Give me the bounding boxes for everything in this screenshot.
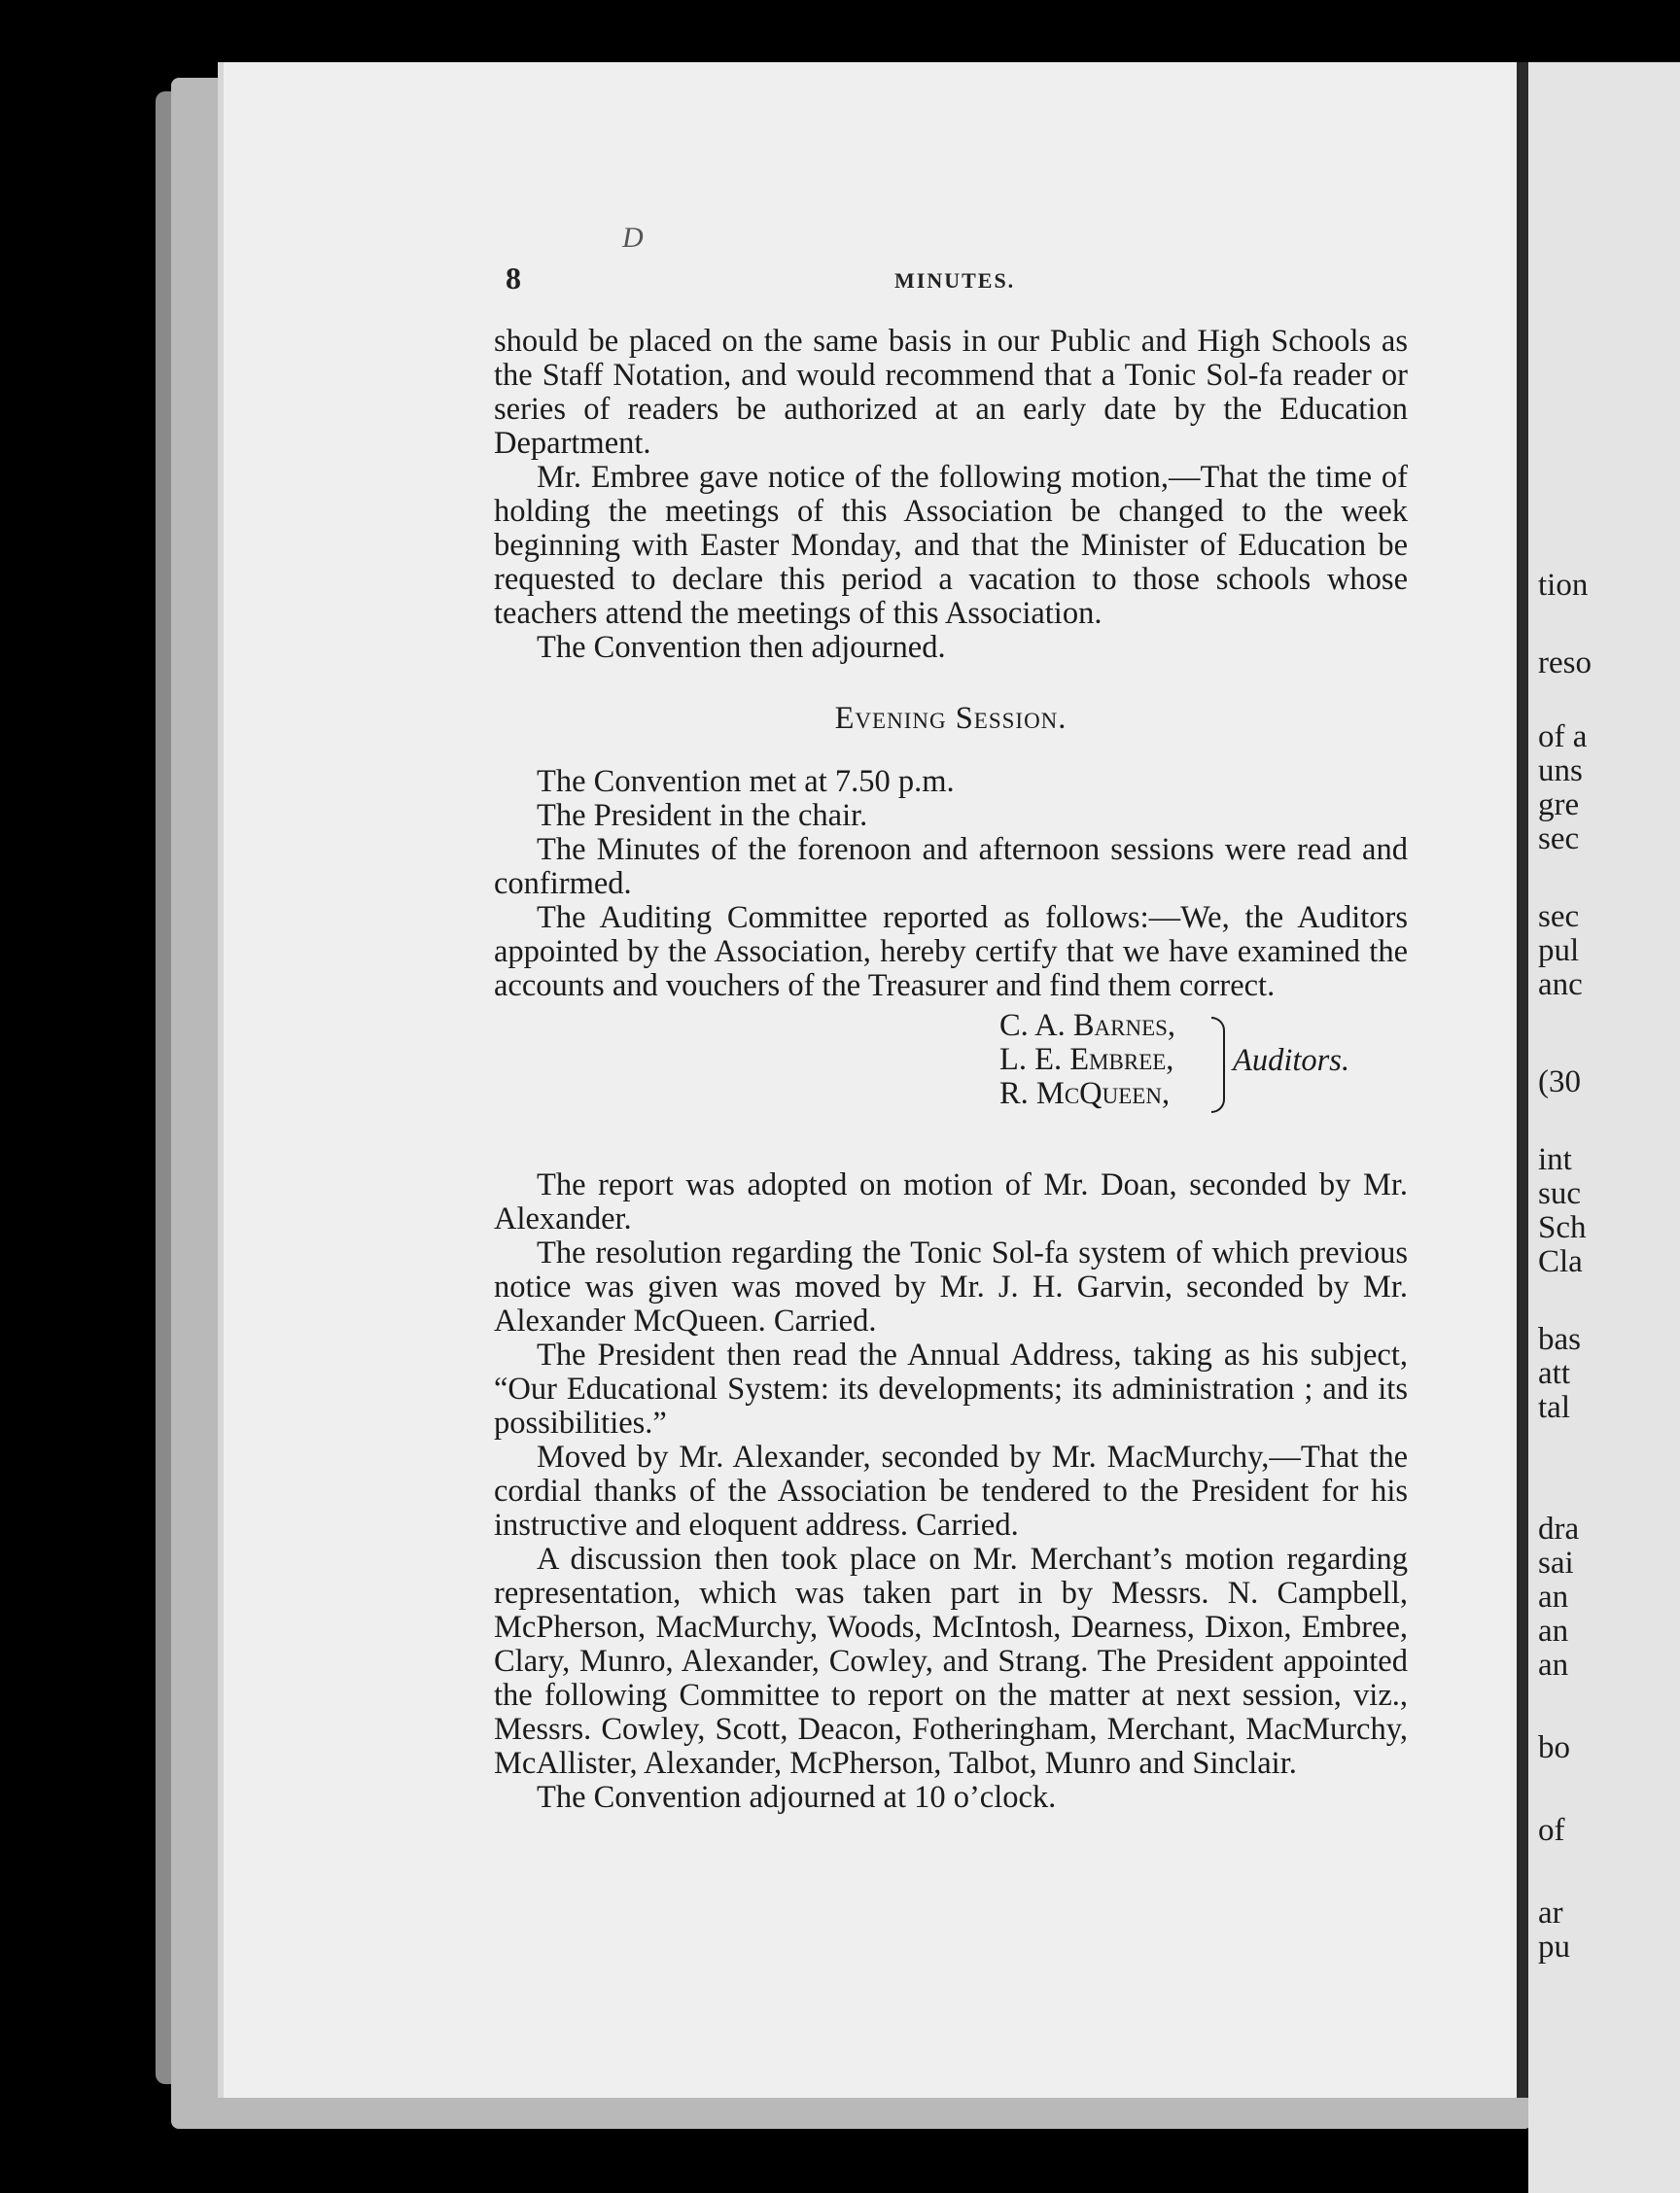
facing-fragment: an [1538, 1580, 1569, 1615]
facing-fragment: an [1538, 1614, 1569, 1649]
facing-fragment: sai [1538, 1546, 1574, 1581]
facing-fragment: an [1538, 1648, 1569, 1683]
paragraph: A discussion then took place on Mr. Merchant’s motion regarding representation, which was taken part in by Messrs. N. Campbell, McPherson, MacMurchy, Woods, McIntosh, Dearness, Dixon, Embree, Clary, Munro, Alexander, Cowley, and Strang. The President appointed the following Committee to report on the matter at next session, viz., Messrs. Cowley, Scott, Deacon, Fotheringham, Merchant, MacMurchy, McAllister, Alexander, McPherson, Talbot, Munro and Sinclair. [494, 1542, 1408, 1781]
paragraph: The resolution regarding the Tonic Sol-fa system of which previous notice was given was moved by Mr. J. H. Garvin, seconded by Mr. Alexander McQueen. Carried. [494, 1236, 1408, 1339]
book-gutter [1517, 62, 1528, 2098]
facing-fragment: reso [1538, 645, 1592, 680]
page-number: 8 [506, 261, 523, 296]
paragraph: The report was adopted on motion of Mr. Doan, seconded by Mr. Alexander. [494, 1167, 1408, 1236]
paragraph: Moved by Mr. Alexander, seconded by Mr. MacMurchy,—That the cordial thanks of the Association be tendered to the President for his instructive and eloquent address. Carried. [494, 1440, 1408, 1543]
facing-fragment: ar [1538, 1896, 1563, 1931]
paragraph: The Convention met at 7.50 p.m. [537, 764, 955, 799]
pencil-annotation: D [622, 222, 644, 254]
signatory: L. E. Embree, [999, 1042, 1174, 1077]
facing-fragment: Cla [1538, 1244, 1583, 1279]
session-heading: Evening Session. [834, 701, 1068, 736]
signatory: C. A. Barnes, [999, 1008, 1176, 1043]
facing-fragment: pul [1538, 933, 1580, 968]
signatory-list [999, 1009, 1175, 1111]
facing-fragment: att [1538, 1356, 1570, 1391]
facing-fragment: of [1538, 1813, 1565, 1848]
facing-fragment: uns [1538, 753, 1583, 788]
facing-fragment: sec [1538, 821, 1580, 856]
text-body [494, 325, 1408, 1815]
signature-block [494, 1009, 1408, 1145]
paragraph: should be placed on the same basis in our Public and High Schools as the Staff Notation, and would recommend that a Tonic Sol-fa reader or series of readers be authorized at an early date by the Education Department. [494, 324, 1408, 461]
paragraph: The Auditing Committee reported as follows:—We, the Auditors appointed by the Association, hereby certify that we have examined the accounts and vouchers of the Treasurer and find them correct. [494, 900, 1408, 1003]
facing-fragment: Sch [1538, 1210, 1587, 1245]
auditors-label: Auditors. [1233, 1043, 1350, 1078]
page-header [506, 261, 1410, 299]
facing-fragment: bo [1538, 1730, 1570, 1765]
facing-fragment: anc [1538, 967, 1583, 1002]
facing-fragment: bas [1538, 1322, 1581, 1357]
facing-fragment: sec [1538, 899, 1580, 934]
facing-fragment: pu [1538, 1930, 1570, 1965]
paragraph: The President then read the Annual Address, taking as his subject, “Our Educational System: its developments; its administration ; and its possibilities.” [494, 1338, 1408, 1441]
signatory: R. McQueen, [999, 1076, 1171, 1111]
facing-fragment: gre [1538, 787, 1580, 822]
paragraph: The Convention then adjourned. [537, 630, 946, 665]
facing-fragment: suc [1538, 1176, 1581, 1211]
paragraph: The Minutes of the forenoon and afternoon sessions were read and confirmed. [494, 832, 1408, 901]
paragraph: The Convention adjourned at 10 o’clock. [537, 1780, 1057, 1815]
facing-fragment: of a [1538, 719, 1588, 754]
facing-fragment: tion [1538, 568, 1589, 603]
facing-page-edge [1528, 62, 1680, 2193]
facing-fragment: tal [1538, 1390, 1570, 1425]
facing-fragment: dra [1538, 1512, 1580, 1547]
facing-fragment: (30 [1538, 1064, 1581, 1099]
brace [1211, 1017, 1225, 1113]
paragraph: The President in the chair. [537, 798, 868, 833]
running-title: MINUTES. [894, 268, 1016, 293]
paragraph: Mr. Embree gave notice of the following motion,—That the time of holding the meetings of this Association be changed to the week beginning with Easter Monday, and that the Minister of Education be requested to declare this period a vacation to those schools whose teachers attend the meetings of this Association. [494, 460, 1408, 631]
facing-fragment: int [1538, 1142, 1572, 1177]
